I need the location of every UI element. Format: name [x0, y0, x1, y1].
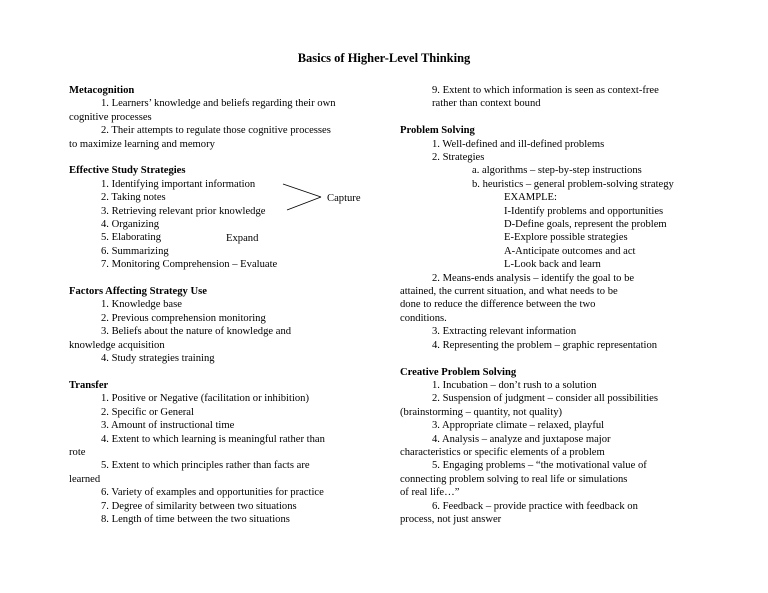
problem-solving-means-ends-cont-1: attained, the current situation, and what needs to be [400, 286, 618, 298]
problem-solving-means-ends: 2. Means-ends analysis – identify the goal to be [432, 272, 635, 284]
transfer-item-2: 2. Specific or General [101, 406, 194, 418]
problem-solving-item-2a: a. algorithms – step-by-step instructions [472, 165, 642, 177]
problem-solving-means-ends-cont-3: conditions. [400, 312, 447, 324]
creative-item-4-cont: characteristics or specific elements of a problem [400, 446, 605, 458]
transfer-item-8: 8. Length of time between the two situations [101, 513, 290, 525]
transfer-item-5: 5. Extent to which principles rather than facts are [101, 460, 310, 472]
left-column [69, 84, 369, 540]
factors-item-3: 3. Beliefs about the nature of knowledge and [101, 326, 292, 338]
creative-item-5-cont-1: connecting problem solving to real life or simulations [400, 473, 628, 485]
strategy-item-4: 4. Organizing [101, 219, 160, 231]
strategy-item-7: 7. Monitoring Comprehension – Evaluate [101, 259, 278, 271]
problem-solving-heading: Problem Solving [400, 125, 475, 137]
creative-item-3: 3. Appropriate climate – relaxed, playful [432, 420, 605, 432]
transfer-continued [400, 84, 700, 111]
metacognition-item-1: 1. Learners’ knowledge and beliefs regarding their own [101, 98, 336, 110]
study-strategies-section [69, 164, 369, 271]
creative-item-2: 2. Suspension of judgment – consider all possibilities [432, 393, 658, 405]
creative-section [400, 366, 700, 527]
transfer-item-6: 6. Variety of examples and opportunities for practice [101, 487, 324, 499]
study-strategies-heading: Effective Study Strategies [69, 165, 186, 177]
ideal-step-d: D-Define goals, represent the problem [504, 219, 667, 231]
expand-label: Expand [226, 233, 259, 245]
metacognition-item-2: 2. Their attempts to regulate those cognitive processes [101, 125, 331, 137]
factors-item-4: 4. Study strategies training [101, 353, 215, 365]
ideal-step-e: E-Explore possible strategies [504, 232, 628, 244]
transfer-item-1: 1. Positive or Negative (facilitation or inhibition) [101, 393, 310, 405]
page-title: Basics of Higher-Level Thinking [297, 51, 471, 65]
transfer-item-3: 3. Amount of instructional time [101, 420, 235, 432]
transfer-item-9-cont: rather than context bound [432, 98, 541, 110]
problem-solving-section [400, 124, 700, 352]
problem-solving-item-3: 3. Extracting relevant information [432, 326, 577, 338]
factors-heading: Factors Affecting Strategy Use [69, 286, 207, 298]
strategy-item-3: 3. Retrieving relevant prior knowledge [101, 205, 266, 217]
metacognition-section [69, 84, 369, 151]
strategy-item-1: 1. Identifying important information [101, 178, 256, 190]
problem-solving-item-1: 1. Well-defined and ill-defined problems [432, 138, 605, 150]
transfer-item-5-cont: learned [69, 473, 101, 485]
strategy-item-5: 5. Elaborating [101, 232, 162, 244]
creative-item-1: 1. Incubation – don’t rush to a solution [432, 379, 597, 391]
creative-item-4: 4. Analysis – analyze and juxtapose major [432, 433, 611, 445]
transfer-section [69, 379, 369, 526]
strategy-item-6: 6. Summarizing [101, 245, 169, 257]
factors-section [69, 285, 369, 365]
creative-item-5-cont-2: of real life…” [400, 487, 460, 499]
factors-item-3-cont: knowledge acquisition [69, 339, 165, 351]
ideal-step-l: L-Look back and learn [504, 259, 601, 271]
transfer-heading: Transfer [69, 379, 109, 391]
factors-item-2: 2. Previous comprehension monitoring [101, 312, 266, 324]
creative-item-5: 5. Engaging problems – “the motivational value of [432, 460, 647, 472]
creative-item-6: 6. Feedback – provide practice with feedback on [432, 500, 638, 512]
creative-item-6-cont: process, not just answer [400, 513, 502, 525]
right-column [400, 84, 700, 540]
metacognition-heading: Metacognition [69, 85, 135, 96]
strategy-item-2: 2. Taking notes [101, 192, 166, 204]
ideal-example-label: EXAMPLE: [504, 192, 557, 204]
problem-solving-item-4: 4. Representing the problem – graphic representation [432, 339, 658, 351]
factors-item-1: 1. Knowledge base [101, 299, 182, 311]
transfer-item-4-cont: rote [69, 446, 86, 458]
metacognition-item-1-cont: cognitive processes [69, 111, 152, 123]
capture-label: Capture [327, 193, 361, 205]
transfer-item-7: 7. Degree of similarity between two situations [101, 500, 297, 512]
creative-item-2-cont: (brainstorming – quantity, not quality) [400, 406, 563, 418]
ideal-step-i: I-Identify problems and opportunities [504, 205, 664, 217]
transfer-item-9: 9. Extent to which information is seen as context-free [432, 85, 659, 96]
metacognition-item-2-cont: to maximize learning and memory [69, 138, 215, 150]
creative-heading: Creative Problem Solving [400, 366, 517, 378]
problem-solving-item-2: 2. Strategies [432, 152, 485, 164]
problem-solving-means-ends-cont-2: done to reduce the difference between the two [400, 299, 596, 311]
ideal-step-a: A-Anticipate outcomes and act [504, 245, 636, 257]
transfer-item-4: 4. Extent to which learning is meaningful rather than [101, 433, 325, 445]
problem-solving-item-2b: b. heuristics – general problem-solving strategy [472, 178, 674, 190]
